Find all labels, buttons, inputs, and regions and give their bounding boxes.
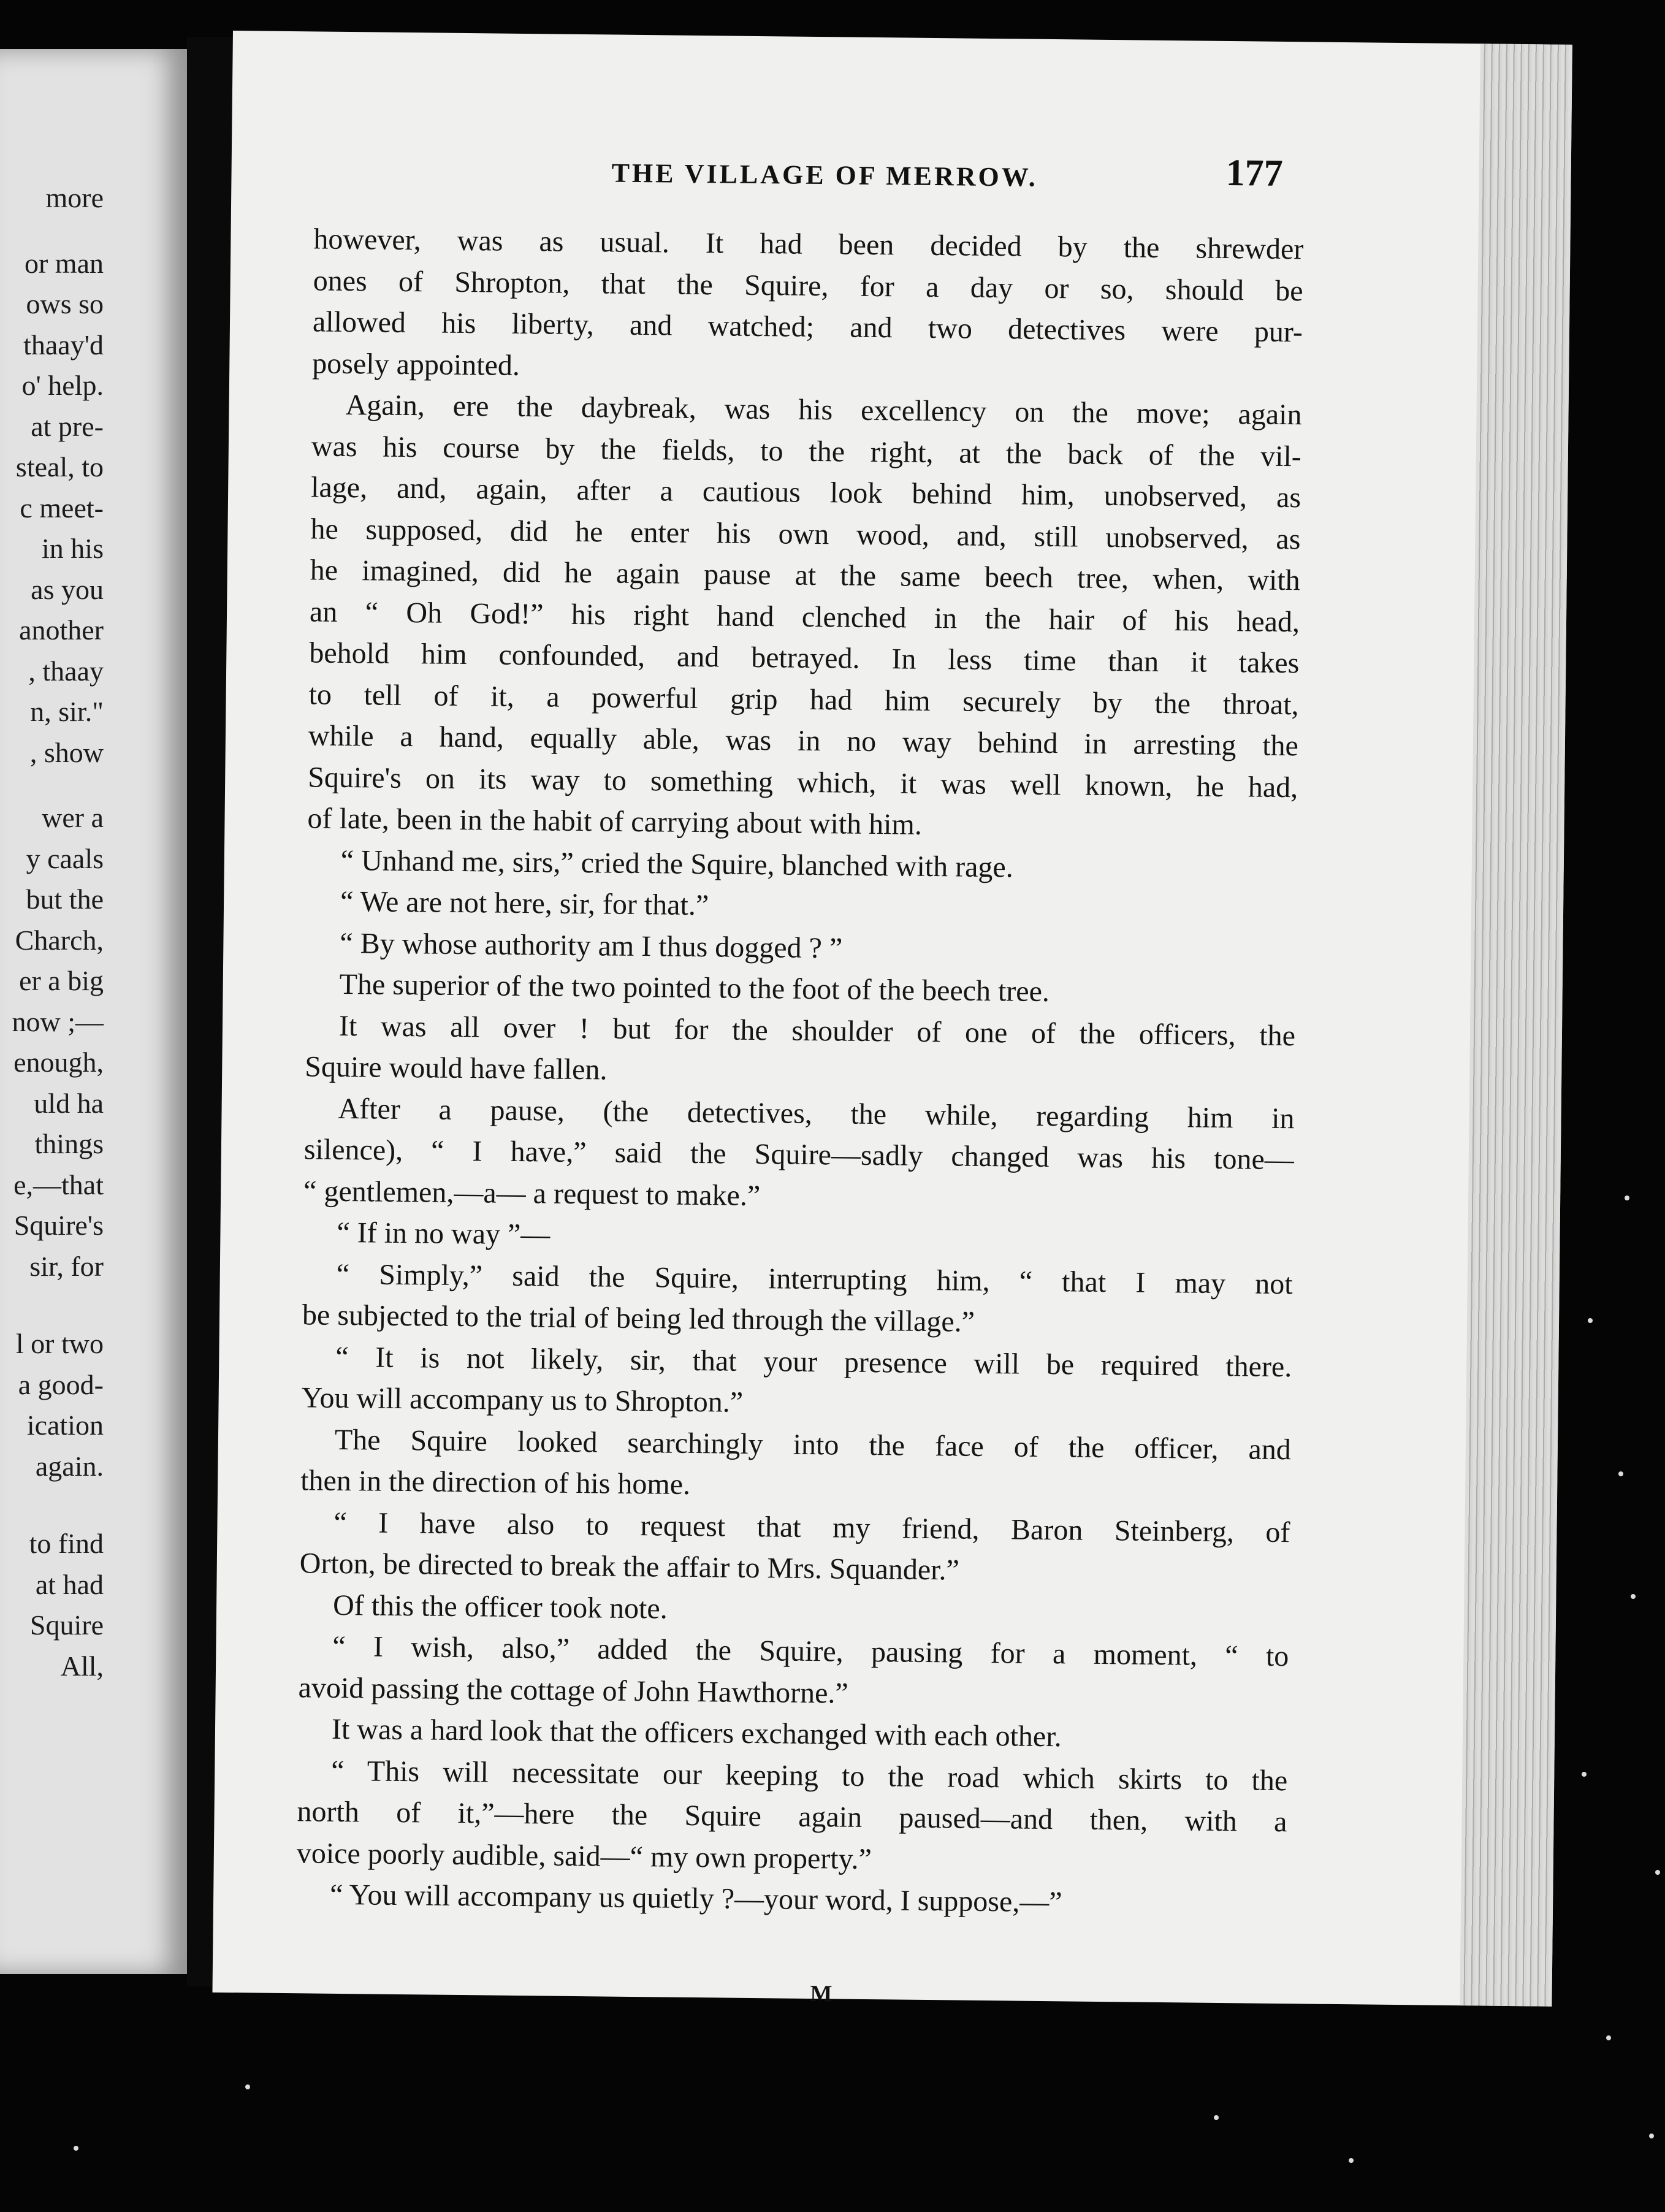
text-line: “ I wish, also,” added the Squire, pausing for a moment, “ to xyxy=(332,1630,1289,1673)
left-page-line-fragment: but the xyxy=(26,883,104,915)
left-page-line-fragment: at had xyxy=(35,1568,104,1600)
text-line: be subjected to the trial of being led through the village.” xyxy=(302,1299,975,1338)
text-line: then in the direction of his home. xyxy=(300,1464,691,1501)
page-edges xyxy=(1460,44,1572,2006)
dust-speck xyxy=(1582,1772,1587,1777)
dust-speck xyxy=(1606,2035,1611,2040)
left-page-line-fragment: more xyxy=(45,182,104,213)
text-line: “ This will necessitate our keeping to the road which skirts to the xyxy=(331,1754,1288,1797)
left-page-line-fragment: n, sir." xyxy=(30,696,104,727)
left-page-line-fragment: enough, xyxy=(13,1047,104,1078)
left-page-line-fragment: to find xyxy=(29,1528,104,1559)
left-page-line-fragment: , show xyxy=(29,736,104,768)
left-page-line-fragment: Squire's xyxy=(13,1210,104,1241)
text-line: “ I have also to request that my friend, Baron Steinberg, of xyxy=(333,1506,1290,1549)
dust-speck xyxy=(1349,2158,1354,2163)
left-page-line-fragment: now ;— xyxy=(12,1005,104,1037)
text-line: behold him confounded, and betrayed. In less time than it takes xyxy=(309,636,1300,680)
dust-speck xyxy=(1588,1318,1593,1323)
left-page-line-fragment: uld ha xyxy=(34,1087,104,1119)
left-page-line-fragment: ication xyxy=(26,1409,104,1441)
left-page-line-fragment: y caals xyxy=(26,842,104,874)
text-line: The superior of the two pointed to the foot of the beech tree. xyxy=(339,967,1050,1009)
page-number: 177 xyxy=(1225,151,1284,194)
left-page-line-fragment: a good- xyxy=(18,1368,104,1400)
text-line: was his course by the fields, to the right, at the back of the vil- xyxy=(311,429,1302,473)
left-page-line-fragment: ows so xyxy=(26,288,104,319)
text-line: “ You will accompany us quietly ?—your word, I suppose,—” xyxy=(329,1878,1062,1919)
running-header: THE VILLAGE OF MERROW. xyxy=(611,158,1038,193)
left-page-line-fragment: another xyxy=(19,614,104,646)
left-page-line-fragment: Charch, xyxy=(15,924,104,956)
left-page-line-fragment: e,—that xyxy=(13,1169,104,1200)
left-page-line-fragment: sir, for xyxy=(29,1250,104,1282)
left-page-line-fragment: l or two xyxy=(15,1328,104,1359)
left-page-line-fragment: All, xyxy=(60,1650,104,1682)
text-line: however, was as usual. It had been decided by the shrewder xyxy=(313,223,1304,266)
text-line: silence), “ I have,” said the Squire—sadly changed was his tone— xyxy=(303,1133,1295,1177)
text-line: “ Unhand me, sirs,” cried the Squire, blanched with rage. xyxy=(340,844,1014,883)
left-page-line-fragment: c meet- xyxy=(20,492,104,524)
text-line: he imagined, did he again pause at the same beech tree, when, with xyxy=(310,554,1300,597)
text-line: an “ Oh God!” his right hand clenched in the hair of his head, xyxy=(309,595,1300,638)
text-line: “ It is not likely, sir, that your presence will be required there. xyxy=(335,1340,1292,1383)
dust-speck xyxy=(74,2146,78,2151)
text-line: Of this the officer took note. xyxy=(332,1588,668,1625)
left-page-line-fragment: wer a xyxy=(42,802,104,833)
left-page-line-fragment: er a big xyxy=(19,965,104,996)
text-line: avoid passing the cottage of John Hawthorne.” xyxy=(298,1671,849,1710)
left-page-line-fragment: in his xyxy=(42,533,104,564)
body-text xyxy=(296,218,1304,1925)
text-line: Squire's on its way to something which, it was well known, he had, xyxy=(307,760,1298,804)
text-line: north of it,”—here the Squire again paused—and then, with a xyxy=(297,1795,1287,1839)
text-line: ones of Shropton, that the Squire, for a day or so, should be xyxy=(313,264,1303,307)
signature-mark: M xyxy=(810,1981,833,2007)
dust-speck xyxy=(1649,2134,1654,2138)
text-line: posely appointed. xyxy=(312,346,520,382)
dust-speck xyxy=(245,2084,250,2089)
dust-speck xyxy=(1618,1471,1623,1476)
left-page-line-fragment: at pre- xyxy=(31,410,104,442)
text-line: Orton, be directed to break the affair to Mrs. Squander.” xyxy=(299,1547,960,1587)
text-line: “ Simply,” said the Squire, interrupting him, “ that I may not xyxy=(336,1257,1293,1300)
text-line: Squire would have fallen. xyxy=(305,1050,608,1086)
left-page-line-fragment: steal, to xyxy=(15,451,104,482)
dust-speck xyxy=(1631,1594,1636,1599)
text-line: he supposed, did he enter his own wood, and, still unobserved, as xyxy=(310,512,1301,555)
text-line: It was a hard look that the officers exchanged with each other. xyxy=(331,1712,1062,1753)
text-line: while a hand, equally able, was in no way behind in arresting the xyxy=(308,719,1299,763)
text-line: voice poorly audible, said—“ my own property.” xyxy=(296,1836,872,1875)
left-page-line-fragment: or man xyxy=(24,247,104,279)
text-line: “ gentlemen,—a— a request to make.” xyxy=(303,1174,761,1212)
left-page-line-fragment: again. xyxy=(35,1450,104,1482)
text-line: It was all over ! but for the shoulder of one of the officers, the xyxy=(338,1009,1296,1052)
dust-speck xyxy=(1214,2115,1219,2120)
right-page xyxy=(212,31,1572,2007)
left-page-line-fragment: o' help. xyxy=(21,370,104,401)
text-line: to tell of it, a powerful grip had him securely by the throat, xyxy=(308,677,1299,721)
text-line: After a pause, (the detectives, the while, regarding him in xyxy=(338,1092,1295,1135)
dust-speck xyxy=(1655,1870,1660,1875)
text-line: lage, and, again, after a cautious look behind him, unobserved, as xyxy=(310,471,1301,514)
text-line: The Squire looked searchingly into the face of the officer, and xyxy=(334,1423,1292,1466)
left-page-line-fragment: thaay'd xyxy=(23,329,104,360)
left-page-line-fragment: , thaay xyxy=(28,655,104,687)
text-line: “ If in no way ”— xyxy=(337,1216,551,1251)
text-line: of late, been in the habit of carrying about with him. xyxy=(307,802,923,841)
text-line: “ By whose authority am I thus dogged ? ” xyxy=(340,926,843,964)
left-page-line-fragment: things xyxy=(34,1128,104,1159)
text-line: Again, ere the daybreak, was his excellency on the move; again xyxy=(345,388,1302,432)
left-page-line-fragment: Squire xyxy=(29,1609,104,1641)
dust-speck xyxy=(1625,1196,1629,1200)
left-page-line-fragment: as you xyxy=(31,573,104,605)
text-line: allowed his liberty, and watched; and two detectives were pur- xyxy=(312,305,1303,349)
left-page xyxy=(0,49,187,1974)
text-line: “ We are not here, sir, for that.” xyxy=(340,885,709,922)
text-line: You will accompany us to Shropton.” xyxy=(301,1381,744,1419)
